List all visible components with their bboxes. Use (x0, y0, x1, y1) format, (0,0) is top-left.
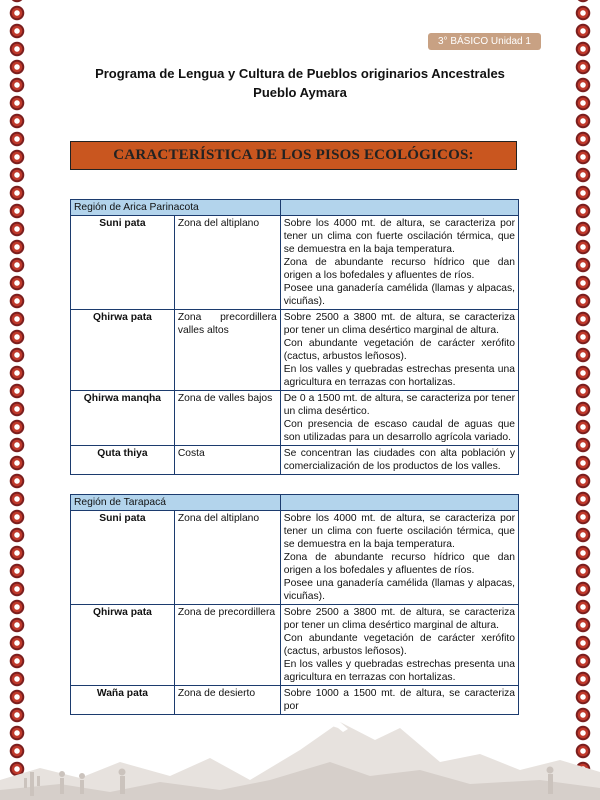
zone-label: Zona de valles bajos (174, 391, 280, 446)
table-row (71, 511, 519, 605)
zone-label: Zona de desierto (174, 686, 280, 715)
floor-name: Suni pata (71, 216, 175, 310)
description-paragraph: Con abundante vegetación de carácter xerófito (cactus, arbustos leñosos). (283, 338, 515, 362)
description-paragraph: Sobre 2500 a 3800 mt. de altura, se caracteriza por tener un clima desértico marginal de altura. (283, 312, 515, 336)
table-row (71, 605, 519, 686)
description-paragraph: Zona de abundante recurso hídrico que dan origen a los bofedales y afluentes de ríos. (283, 552, 515, 576)
floor-description (280, 511, 518, 605)
description-paragraph: Con abundante vegetación de carácter xerófito (cactus, arbustos leñosos). (283, 633, 515, 657)
floor-name: Qhirwa pata (71, 310, 175, 391)
header-program-title: Programa de Lengua y Cultura de Pueblos originarios Ancestrales (95, 66, 505, 81)
section-banner-title: CARACTERÍSTICA DE LOS PISOS ECOLÓGICOS: (113, 147, 474, 163)
region-table-tarapaca (70, 494, 519, 715)
description-paragraph: Sobre 1000 a 1500 mt. de altura, se caracteriza por (283, 688, 515, 712)
zone-label: Zona precordillera valles altos (174, 310, 280, 391)
header-people-title: Pueblo Aymara (253, 85, 347, 100)
region-table-arica (70, 199, 519, 475)
region-header-empty (280, 495, 518, 511)
floor-description (280, 391, 518, 446)
floor-description (280, 216, 518, 310)
description-paragraph: Sobre los 4000 mt. de altura, se caracteriza por tener un clima con fuerte oscilación térmica, que se demuestra en la baja temperatura. (283, 218, 515, 255)
region-header-empty (280, 200, 518, 216)
description-paragraph: Sobre los 4000 mt. de altura, se caracteriza por tener un clima con fuerte oscilación térmica, que se demuestra en la baja temperatura. (283, 513, 515, 550)
table-row (71, 216, 519, 310)
floor-description (280, 605, 518, 686)
table-row (71, 446, 519, 475)
floor-name: Quta thiya (71, 446, 175, 475)
table-row (71, 310, 519, 391)
zone-label: Zona del altiplano (174, 216, 280, 310)
zone-label: Zona del altiplano (174, 511, 280, 605)
page-header (0, 64, 600, 102)
unit-badge: 3° BÁSICO Unidad 1 (428, 33, 541, 50)
description-paragraph: En los valles y quebradas estrechas presenta una agricultura en terrazas con hortalizas. (283, 659, 515, 683)
description-paragraph: De 0 a 1500 mt. de altura, se caracteriza por tener un clima desértico. (283, 393, 515, 417)
floor-name: Suni pata (71, 511, 175, 605)
decorative-border-left (6, 0, 28, 800)
floor-name: Qhirwa manqha (71, 391, 175, 446)
section-banner (70, 141, 517, 170)
description-paragraph: Con presencia de escaso caudal de aguas que son utilizadas para un desarrollo agrícola variado. (283, 419, 515, 443)
description-paragraph: Posee una ganadería camélida (llamas y alpacas, vicuñas). (283, 578, 515, 602)
zone-label: Costa (174, 446, 280, 475)
table-row (71, 391, 519, 446)
description-paragraph: Zona de abundante recurso hídrico que dan origen a los bofedales y afluentes de ríos. (283, 257, 515, 281)
floor-description (280, 310, 518, 391)
description-paragraph: Posee una ganadería camélida (llamas y alpacas, vicuñas). (283, 283, 515, 307)
region-name: Región de Arica Parinacota (71, 200, 281, 216)
floor-name: Qhirwa pata (71, 605, 175, 686)
floor-description (280, 446, 518, 475)
region-name: Región de Tarapacá (71, 495, 281, 511)
region-header-row (71, 200, 519, 216)
description-paragraph: En los valles y quebradas estrechas presenta una agricultura en terrazas con hortalizas. (283, 364, 515, 388)
region-header-row (71, 495, 519, 511)
zone-label: Zona de precordillera (174, 605, 280, 686)
landscape-illustration (0, 710, 600, 800)
floor-name: Waña pata (71, 686, 175, 715)
description-paragraph: Sobre 2500 a 3800 mt. de altura, se caracteriza por tener un clima desértico marginal de altura. (283, 607, 515, 631)
decorative-border-right (572, 0, 594, 800)
description-paragraph: Se concentran las ciudades con alta población y comercialización de los productos de los valles. (283, 448, 515, 472)
